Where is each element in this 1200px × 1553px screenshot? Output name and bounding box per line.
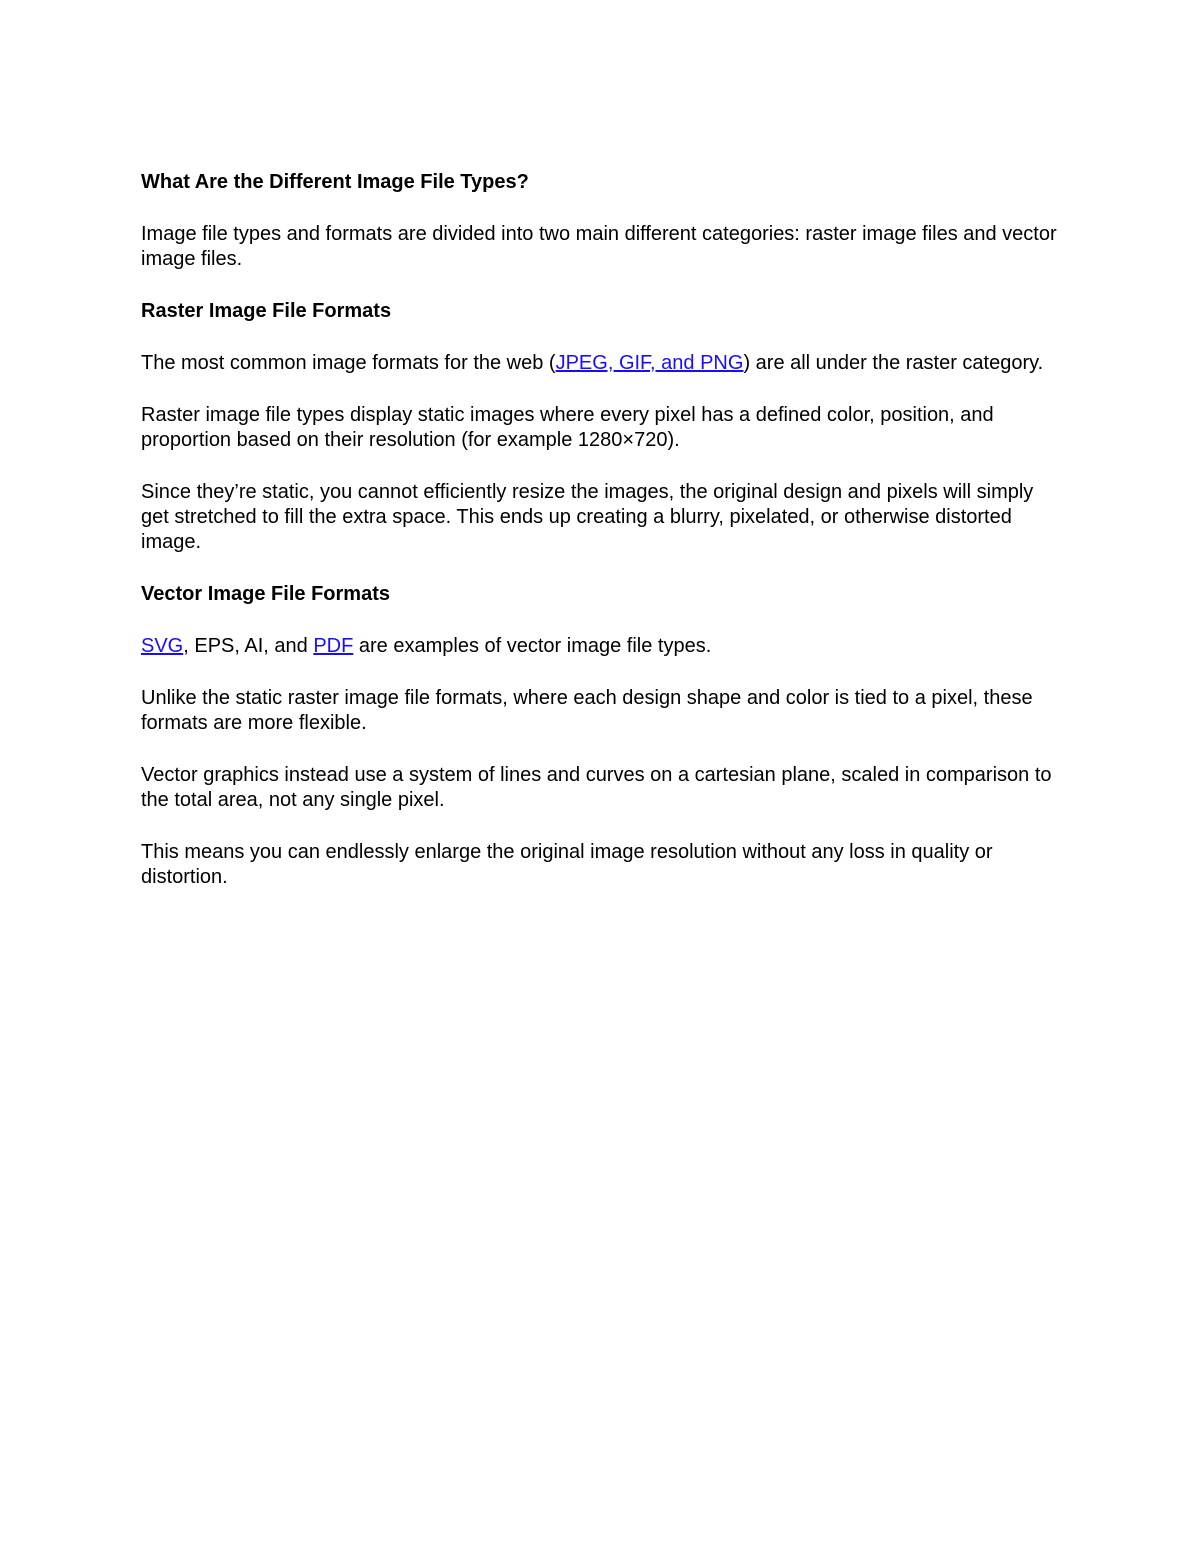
- raster-p1-text-after: ) are all under the raster category.: [743, 352, 1044, 374]
- vector-p1-text-mid: , EPS, AI, and: [183, 635, 314, 657]
- document-page: [141, 170, 1066, 917]
- raster-heading: Raster Image File Formats: [141, 300, 392, 322]
- page-title: What Are the Different Image File Types?: [141, 171, 529, 193]
- vector-heading: Vector Image File Formats: [141, 583, 390, 605]
- vector-paragraph-1: [141, 634, 1066, 659]
- vector-paragraph-2: Unlike the static raster image file formats, where each design shape and color is tied to a pixel, these formats are more flexible.: [141, 687, 1033, 734]
- jpeg-gif-png-link[interactable]: JPEG, GIF, and PNG: [555, 352, 744, 374]
- raster-paragraph-3: Since they’re static, you cannot efficiently resize the images, the original design and pixels will simply get stretched to fill the extra space. This ends up creating a blurry, pixelated, or otherwise distorted image.: [141, 481, 1034, 553]
- vector-p1-text-after: are examples of vector image file types.: [353, 635, 712, 657]
- intro-paragraph: Image file types and formats are divided into two main different categories: raster image files and vector image files.: [141, 223, 1057, 270]
- pdf-link[interactable]: PDF: [313, 635, 354, 657]
- svg-link[interactable]: SVG: [141, 635, 184, 657]
- vector-paragraph-3: Vector graphics instead use a system of lines and curves on a cartesian plane, scaled in comparison to the total area, not any single pixel.: [141, 764, 1052, 811]
- vector-paragraph-4: This means you can endlessly enlarge the original image resolution without any loss in quality or distortion.: [141, 841, 993, 888]
- raster-p1-text-before: The most common image formats for the web (: [141, 352, 556, 374]
- raster-paragraph-1: [141, 351, 1066, 376]
- raster-paragraph-2: Raster image file types display static images where every pixel has a defined color, position, and proportion based on their resolution (for example 1280×720).: [141, 404, 994, 451]
